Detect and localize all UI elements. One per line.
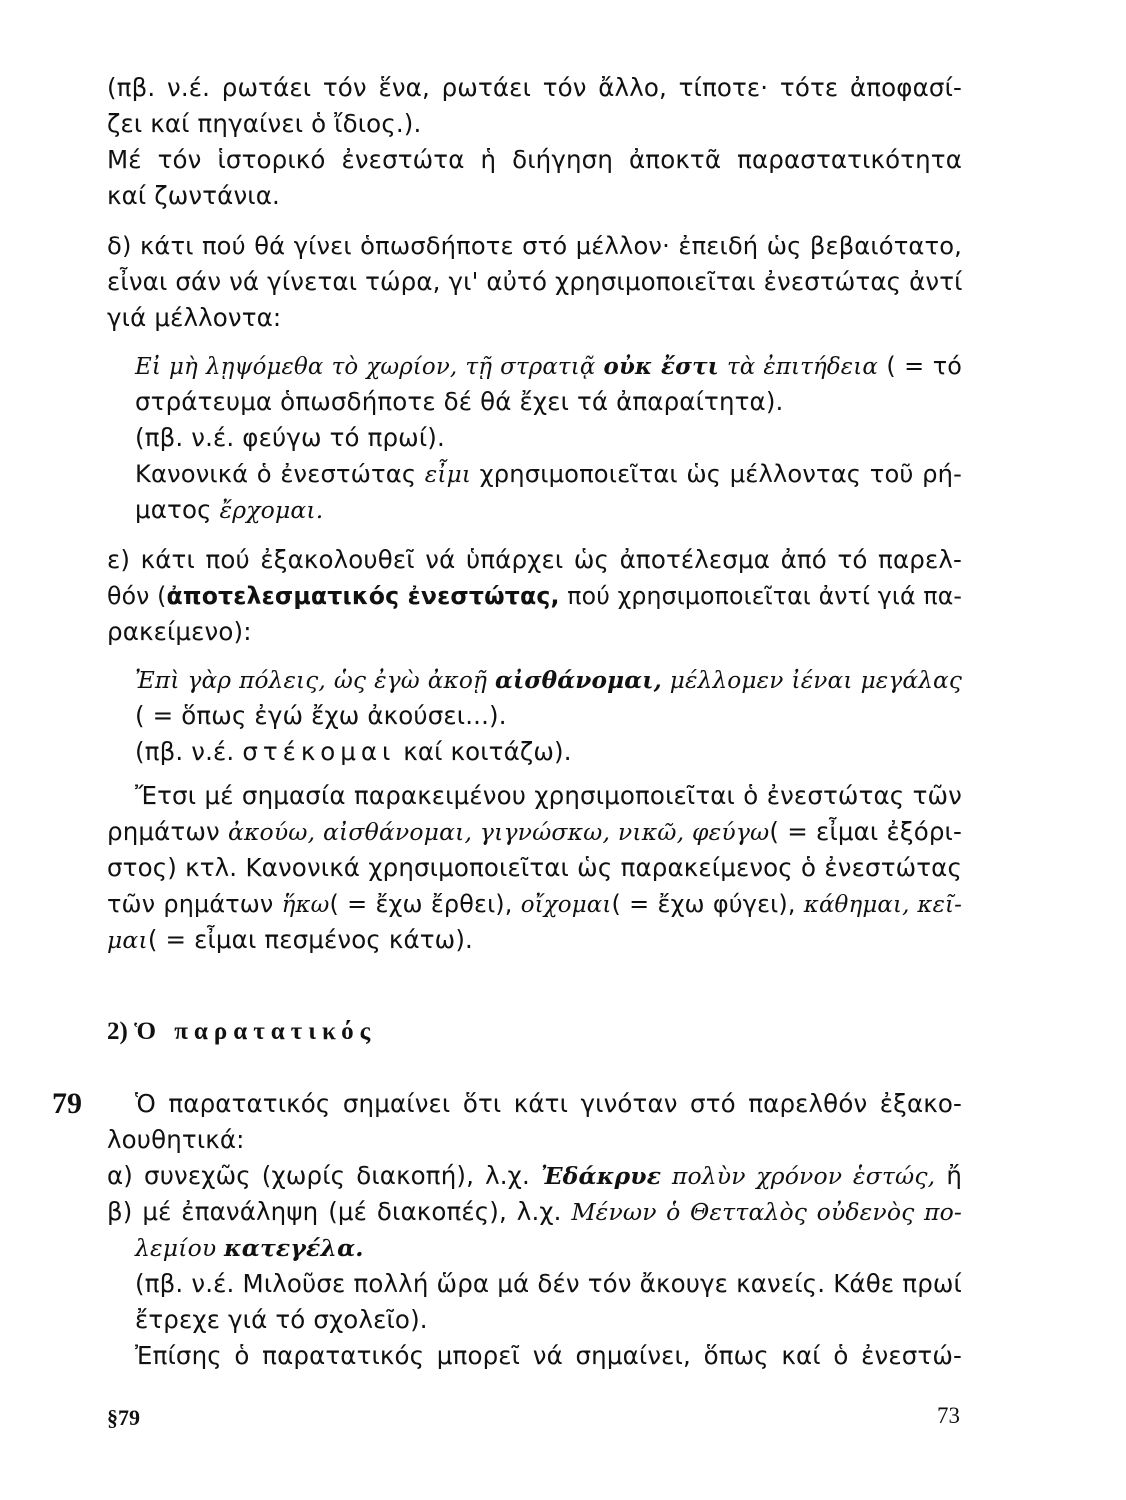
text-line: γιά μέλλοντα: [107,303,282,332]
text-line: μαι( = εἶμαι πεσμένος κάτω). [107,925,473,954]
example-line: ματος ἔρχομαι. [135,495,324,524]
example-line: ( = ὅπως ἐγώ ἔχω ἀκούσει...). [135,701,507,730]
text-line: δ) κάτι πού θά γίνει ὁπωσδήποτε στό μέλλον· ἐπειδή ὡς βεβαιότατο, [107,232,962,260]
text-line: λεμίου κατεγέλα. [135,1234,364,1262]
text-line: ρακείμενο): [107,617,252,646]
example-line: Ἐπὶ γὰρ πόλεις, ὡς ἐγὼ ἀκοῇ αἰσθάνομαι, μέλλομεν ἰέναι μεγάλας [135,667,962,694]
text-line: ἔτρεχε γιά τό σχολεῖο). [135,1305,428,1334]
example-line: Εἰ μὴ λῃψόμεθα τὸ χωρίον, τῇ στρατιᾷ οὐκ ἔστι τὰ ἐπιτήδεια ( = τό [135,352,962,380]
example-line: στράτευμα ὁπωσδήποτε δέ θά ἔχει τά ἀπαραίτητα). [135,387,784,416]
text-line: λουθητικά: [107,1125,245,1154]
example-line: (πβ. ν.έ. στέκομαι καί κοιτάζω). [135,737,572,766]
text-line: τῶν ρημάτων ἥκω( = ἔχω ἔρθει), οἴχομαι( = ἔχω φύγει), κάθημαι, κεῖ- [107,890,963,918]
text-line: Ὁ παρατατικός σημαίνει ὅτι κάτι γινόταν στό παρελθόν ἐξακο- [135,1089,962,1118]
text-line: ε) κάτι πού ἐξακολουθεῖ νά ὑπάρχει ὡς ἀποτέλεσμα ἀπό τό παρελ- [107,545,962,574]
text-line: β) μέ ἐπανάληψη (μέ διακοπές), λ.χ. Μένων ὁ Θετταλὸς οὐδενὸς πο- [107,1197,962,1226]
text-line: Ἐπίσης ὁ παρατατικός μπορεῖ νά σημαίνει, ὅπως καί ὁ ἐνεστώ- [135,1341,962,1370]
text-line: (πβ. ν.έ. ρωτάει τόν ἕνα, ρωτάει τόν ἄλλο, τίποτε· τότε ἀποφασί- [107,73,962,102]
text-line: (πβ. ν.έ. Μιλοῦσε πολλή ὥρα μά δέν τόν ἄκουγε κανείς. Κάθε πρωί [135,1269,962,1298]
text-line: θόν (ἀποτελεσματικός ἐνεστώτας, πού χρησιμοποιεῖται ἀντί γιά πα- [107,582,963,610]
text-line: καί ζωντάνια. [107,181,280,210]
text-line: α) συνεχῶς (χωρίς διακοπή), λ.χ. Ἐδάκρυε πολὺν χρόνον ἑστώς, ἤ [107,1161,962,1190]
text-line: ζει καί πηγαίνει ὁ ἴδιος.). [107,109,422,138]
margin-paragraph-number: 79 [52,1087,82,1120]
text-line: στος) κτλ. Κανονικά χρησιμοποιεῖται ὡς παρακείμενος ὁ ἐνεστώτας [107,853,962,882]
page-number: 73 [937,1403,960,1428]
footer-section-ref: §79 [107,1405,140,1430]
example-line: (πβ. ν.έ. φεύγω τό πρωί). [135,423,445,452]
example-line: Κανονικά ὁ ἐνεστώτας εἶμι χρησιμοποιεῖται ὡς μέλλοντας τοῦ ρή- [135,460,962,488]
text-line: ρημάτων ἀκούω, αἰσθάνομαι, γιγνώσκω, νικῶ, φεύγω( = εἶμαι ἐξόρι- [107,817,962,846]
text-line: Ἔτσι μέ σημασία παρακειμένου χρησιμοποιεῖται ὁ ἐνεστώτας τῶν [135,781,962,810]
text-line: εἶναι σάν νά γίνεται τώρα, γι' αὐτό χρησιμοποιεῖται ἐνεστώτας ἀντί [107,267,963,296]
text-line: Μέ τόν ἱστορικό ἐνεστώτα ἡ διήγηση ἀποκτᾶ παραστατικότητα [107,145,962,174]
section-heading: 2) Ὁ παρατατικός [107,1018,377,1045]
